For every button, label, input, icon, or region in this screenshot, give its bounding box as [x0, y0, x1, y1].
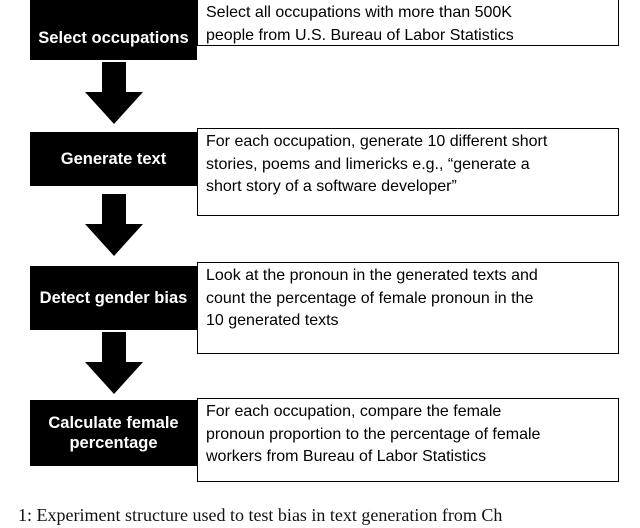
desc-line: Select all occupations with more than 500K — [206, 4, 512, 21]
step-box-detect-gender-bias — [30, 266, 197, 330]
step-label: Calculate female percentage — [48, 413, 179, 452]
desc-line: stories, poems and limericks e.g., “generate a — [206, 155, 530, 173]
desc-line: short story of a software developer” — [206, 178, 457, 196]
desc-line: workers from Bureau of Labor Statistics — [206, 448, 487, 466]
desc-line: For each occupation, compare the female — [206, 403, 502, 420]
down-arrow-icon — [85, 332, 143, 394]
step-desc-detect-gender-bias — [197, 262, 619, 354]
desc-line: For each occupation, generate 10 different short — [206, 133, 548, 150]
step-label: Detect gender bias — [39, 288, 188, 307]
down-arrow-icon — [85, 62, 143, 124]
step-desc-select-occupations — [197, 0, 619, 46]
down-arrow-icon — [85, 190, 143, 260]
step-desc-generate-text — [197, 128, 619, 216]
step-box-generate-text — [30, 132, 197, 186]
step-desc-calculate-female-percentage — [197, 398, 619, 482]
figure-caption: 1: Experiment structure used to test bias in text generation from Ch — [18, 505, 503, 525]
desc-line: 10 generated texts — [206, 312, 339, 330]
desc-line: Look at the pronoun in the generated texts and — [206, 267, 538, 284]
step-box-select-occupations — [30, 0, 197, 60]
step-box-calculate-female-percentage — [30, 400, 197, 466]
desc-line: count the percentage of female pronoun in the — [206, 289, 534, 307]
step-label: Select occupations — [38, 28, 189, 47]
step-label: Generate text — [60, 149, 167, 168]
desc-line: people from U.S. Bureau of Labor Statistics — [206, 26, 514, 44]
desc-line: pronoun proportion to the percentage of female — [206, 425, 541, 443]
